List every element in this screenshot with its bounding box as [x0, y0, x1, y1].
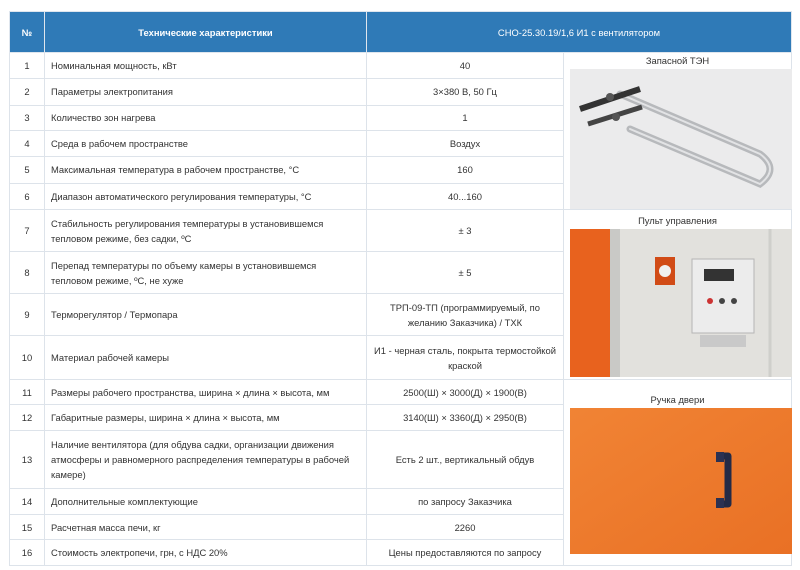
row-value: 2500(Ш) × 3000(Д) × 1900(В): [367, 380, 564, 405]
row-value: ± 5: [367, 252, 564, 294]
specs-table: [9, 11, 792, 566]
row-number: 16: [10, 540, 45, 566]
header-row: [10, 12, 792, 53]
control-photo: [570, 229, 792, 377]
row-label: Стабильность регулирования температуры в установившемся тепловом режиме, без садки, ºС: [45, 210, 367, 252]
row-label: Материал рабочей камеры: [45, 336, 367, 380]
control-caption: Пульт управления: [638, 214, 717, 226]
handle-photo-cell: [564, 380, 792, 566]
row-number: 15: [10, 515, 45, 540]
row-value: И1 - черная сталь, покрыта термостойкой краской: [367, 336, 564, 380]
row-value: по запросу Заказчика: [367, 489, 564, 515]
row-number: 7: [10, 210, 45, 252]
row-number: 11: [10, 380, 45, 405]
row-label: Диапазон автоматического регулирования температуры, °С: [45, 183, 367, 209]
table-row: [10, 380, 792, 405]
row-value: 3140(Ш) × 3360(Д) × 2950(В): [367, 405, 564, 431]
heater-photo-cell: [564, 53, 792, 210]
table-row: [10, 53, 792, 79]
row-label: Максимальная температура в рабочем пространстве, °С: [45, 157, 367, 183]
row-value: 3×380 В, 50 Гц: [367, 79, 564, 105]
row-number: 2: [10, 79, 45, 105]
header-title: Технические характеристики: [45, 12, 367, 53]
row-value: ± 3: [367, 210, 564, 252]
row-number: 14: [10, 489, 45, 515]
row-label: Среда в рабочем пространстве: [45, 130, 367, 156]
header-num: №: [10, 12, 45, 53]
row-label: Расчетная масса печи, кг: [45, 515, 367, 540]
handle-caption: Ручка двери: [650, 393, 705, 405]
row-number: 3: [10, 105, 45, 130]
handle-photo: [570, 408, 792, 554]
row-label: Размеры рабочего пространства, ширина × длина × высота, мм: [45, 380, 367, 405]
row-number: 1: [10, 53, 45, 79]
row-value: ТРП-09-ТП (программируемый, по желанию Заказчика) / ТХК: [367, 294, 564, 336]
heater-caption: Запасной ТЭН: [645, 55, 710, 66]
row-label: Дополнительные комплектующие: [45, 489, 367, 515]
row-label: Параметры электропитания: [45, 79, 367, 105]
row-value: 1: [367, 105, 564, 130]
row-label: Количество зон нагрева: [45, 105, 367, 130]
row-label: Габаритные размеры, ширина × длина × высота, мм: [45, 405, 367, 431]
row-number: 6: [10, 183, 45, 209]
row-label: Стоимость электропечи, грн, с НДС 20%: [45, 540, 367, 566]
row-number: 12: [10, 405, 45, 431]
control-photo-cell: [564, 210, 792, 380]
row-value: Воздух: [367, 130, 564, 156]
row-number: 8: [10, 252, 45, 294]
row-value: 160: [367, 157, 564, 183]
row-value: 40...160: [367, 183, 564, 209]
row-number: 13: [10, 431, 45, 489]
row-value: Есть 2 шт., вертикальный обдув: [367, 431, 564, 489]
row-label: Номинальная мощность, кВт: [45, 53, 367, 79]
row-number: 9: [10, 294, 45, 336]
row-value: 40: [367, 53, 564, 79]
header-model: СНО-25.30.19/1,6 И1 с вентилятором: [367, 12, 792, 53]
row-label: Наличие вентилятора (для обдува садки, организации движения атмосферы и равномерного распределения температуры в рабочей камере): [45, 431, 367, 489]
row-number: 4: [10, 130, 45, 156]
heater-photo: [570, 69, 792, 209]
row-value: Цены предоставляются по запросу: [367, 540, 564, 566]
row-number: 10: [10, 336, 45, 380]
row-value: 2260: [367, 515, 564, 540]
row-number: 5: [10, 157, 45, 183]
table-row: [10, 210, 792, 252]
row-label: Перепад температуры по объему камеры в установившемся тепловом режиме, ºС, не хуже: [45, 252, 367, 294]
row-label: Терморегулятор / Термопара: [45, 294, 367, 336]
